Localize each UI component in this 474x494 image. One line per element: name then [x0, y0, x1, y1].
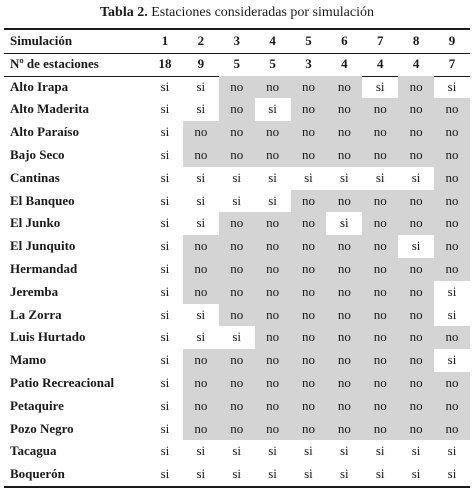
header-col: 7: [376, 33, 384, 48]
table-row: [4, 304, 470, 327]
station-cell: no: [362, 258, 398, 281]
station-cell: si: [375, 466, 385, 482]
station-cell: si: [411, 238, 421, 254]
station-cell: si: [160, 215, 170, 231]
station-cell: si: [160, 283, 170, 299]
station-cell: no: [326, 121, 362, 144]
station-cell: no: [434, 98, 470, 121]
station-cell: si: [339, 169, 349, 185]
count-value: 7: [448, 55, 456, 71]
station-name: El Junquito: [10, 238, 76, 254]
station-cell: no: [183, 121, 219, 144]
station-cell: no: [219, 349, 255, 372]
station-cell: si: [375, 169, 385, 185]
station-cell: no: [219, 144, 255, 167]
station-cell: si: [268, 169, 277, 185]
table-row: [4, 418, 470, 441]
station-cell: no: [183, 372, 219, 395]
station-cell: si: [160, 420, 170, 436]
count-value: 4: [376, 55, 384, 71]
table-row: [4, 372, 470, 395]
station-cell: no: [362, 212, 398, 235]
station-cell: no: [219, 258, 255, 281]
table-caption: [0, 4, 474, 22]
station-cell: no: [291, 121, 327, 144]
station-cell: si: [160, 146, 170, 162]
station-cell: no: [362, 235, 398, 258]
station-cell: no: [326, 235, 362, 258]
station-cell: no: [326, 190, 362, 213]
station-cell: no: [362, 326, 398, 349]
station-cell: si: [375, 443, 385, 459]
station-cell: no: [434, 326, 470, 349]
table-body: [4, 76, 470, 486]
station-cell: no: [219, 212, 255, 235]
station-name: Mamo: [10, 352, 47, 368]
station-cell: no: [362, 418, 398, 441]
station-cell: si: [232, 443, 242, 459]
table-row: [4, 76, 470, 99]
station-cell: no: [255, 144, 291, 167]
station-cell: no: [398, 212, 434, 235]
station-cell: no: [362, 121, 398, 144]
station-cell: si: [339, 215, 349, 231]
station-cell: no: [326, 281, 362, 304]
station-cell: si: [196, 169, 206, 185]
count-value: 5: [233, 55, 240, 71]
station-name: La Zorra: [10, 306, 62, 322]
station-name: Luis Hurtado: [10, 329, 86, 345]
bottom-rule: [4, 486, 470, 488]
header-simulation: Simulación: [10, 33, 73, 48]
station-cell: no: [434, 395, 470, 418]
station-cell: si: [447, 283, 457, 299]
station-name: Bajo Seco: [10, 146, 65, 162]
station-cell: si: [160, 238, 170, 254]
count-value: 4: [341, 55, 348, 71]
station-cell: no: [398, 304, 434, 327]
count-row: [4, 53, 470, 76]
station-cell: si: [268, 443, 277, 459]
table-row: [4, 440, 470, 463]
station-cell: no: [255, 326, 291, 349]
station-cell: si: [268, 466, 277, 482]
station-cell: si: [160, 101, 170, 117]
station-cell: no: [326, 418, 362, 441]
station-cell: no: [291, 144, 327, 167]
station-name: Alto Irapa: [10, 78, 69, 94]
table-caption-text: Estaciones consideradas por simulación: [151, 5, 374, 20]
station-name: Jeremba: [10, 283, 59, 299]
station-cell: si: [411, 466, 421, 482]
station-cell: no: [291, 326, 327, 349]
station-cell: no: [255, 258, 291, 281]
station-cell: no: [255, 121, 291, 144]
header-col: 2: [197, 33, 205, 48]
station-cell: no: [434, 190, 470, 213]
stations-table: [4, 30, 470, 486]
header-col: 3: [233, 33, 240, 48]
station-name: Hermandad: [10, 260, 78, 276]
table-row: [4, 167, 470, 190]
station-cell: no: [291, 395, 327, 418]
station-cell: no: [326, 98, 362, 121]
station-cell: no: [255, 372, 291, 395]
station-cell: si: [447, 466, 457, 482]
station-cell: no: [326, 326, 362, 349]
station-cell: no: [326, 76, 362, 99]
station-cell: no: [291, 235, 327, 258]
station-cell: no: [398, 326, 434, 349]
station-cell: no: [398, 349, 434, 372]
table-row: [4, 144, 470, 167]
station-cell: no: [183, 235, 219, 258]
header-col: 6: [341, 33, 348, 48]
station-cell: no: [398, 76, 434, 99]
table-row: [4, 463, 470, 486]
station-cell: si: [232, 466, 242, 482]
count-value: 3: [305, 55, 312, 71]
station-name: Cantinas: [10, 169, 60, 185]
station-cell: no: [219, 121, 255, 144]
station-cell: no: [291, 212, 327, 235]
station-cell: no: [219, 98, 255, 121]
station-cell: no: [291, 349, 327, 372]
station-cell: no: [398, 98, 434, 121]
station-cell: si: [232, 329, 242, 345]
station-cell: no: [398, 144, 434, 167]
station-cell: si: [447, 443, 457, 459]
station-cell: no: [219, 76, 255, 99]
station-cell: no: [183, 349, 219, 372]
station-cell: no: [398, 372, 434, 395]
station-cell: no: [255, 395, 291, 418]
station-cell: si: [339, 466, 349, 482]
station-name: Patio Recreacional: [10, 374, 115, 390]
station-cell: si: [160, 260, 170, 276]
station-cell: no: [219, 418, 255, 441]
station-cell: no: [398, 281, 434, 304]
station-cell: no: [398, 418, 434, 441]
station-cell: no: [434, 372, 470, 395]
station-cell: si: [160, 306, 170, 322]
station-cell: no: [219, 395, 255, 418]
station-cell: si: [232, 192, 242, 208]
station-cell: no: [219, 372, 255, 395]
station-cell: no: [255, 76, 291, 99]
station-cell: si: [196, 215, 206, 231]
station-cell: si: [160, 397, 170, 413]
station-cell: si: [160, 78, 170, 94]
table-row: [4, 349, 470, 372]
table-row: [4, 190, 470, 213]
station-cell: si: [196, 329, 206, 345]
station-cell: no: [398, 258, 434, 281]
station-cell: si: [411, 169, 421, 185]
station-cell: no: [183, 418, 219, 441]
station-cell: no: [362, 281, 398, 304]
table-row: [4, 121, 470, 144]
count-value: 5: [269, 55, 276, 71]
header-row: [4, 30, 470, 53]
station-cell: no: [326, 304, 362, 327]
station-cell: no: [255, 235, 291, 258]
station-cell: no: [183, 258, 219, 281]
station-cell: si: [232, 169, 242, 185]
station-cell: si: [160, 192, 170, 208]
station-name: Boquerón: [10, 466, 65, 482]
station-cell: no: [434, 235, 470, 258]
station-cell: si: [196, 192, 206, 208]
station-cell: no: [326, 372, 362, 395]
station-cell: no: [434, 418, 470, 441]
station-cell: si: [160, 124, 170, 140]
header-col: 5: [305, 33, 312, 48]
table-row: [4, 326, 470, 349]
station-cell: no: [291, 76, 327, 99]
header-col: 1: [161, 33, 169, 48]
station-cell: no: [326, 349, 362, 372]
station-cell: no: [362, 144, 398, 167]
station-cell: no: [219, 281, 255, 304]
station-cell: no: [362, 395, 398, 418]
table-caption-label: Tabla 2.: [99, 5, 148, 20]
station-cell: si: [160, 329, 170, 345]
station-cell: no: [398, 395, 434, 418]
station-cell: si: [196, 78, 206, 94]
station-name: Pozo Negro: [10, 420, 74, 436]
station-cell: no: [326, 395, 362, 418]
station-cell: no: [434, 121, 470, 144]
station-cell: si: [160, 374, 170, 390]
station-cell: si: [268, 101, 277, 117]
station-cell: no: [362, 349, 398, 372]
table-row: [4, 212, 470, 235]
station-cell: no: [362, 304, 398, 327]
station-cell: no: [434, 212, 470, 235]
station-name: Alto Paraíso: [10, 124, 79, 140]
station-cell: no: [255, 281, 291, 304]
station-cell: no: [219, 304, 255, 327]
station-cell: no: [183, 144, 219, 167]
station-cell: no: [326, 258, 362, 281]
station-cell: si: [196, 101, 206, 117]
count-value: 9: [197, 55, 205, 71]
station-cell: si: [304, 443, 313, 459]
station-cell: no: [183, 281, 219, 304]
station-cell: no: [255, 212, 291, 235]
station-name: Petaquire: [10, 397, 64, 413]
station-cell: si: [196, 466, 206, 482]
table-row: [4, 281, 470, 304]
station-cell: no: [291, 190, 327, 213]
station-name: Tacagua: [10, 443, 57, 459]
station-cell: no: [326, 144, 362, 167]
station-cell: si: [447, 306, 457, 322]
table-row: [4, 235, 470, 258]
station-cell: no: [255, 418, 291, 441]
count-value: 18: [158, 55, 172, 71]
station-cell: si: [160, 169, 170, 185]
table-row: [4, 258, 470, 281]
station-cell: no: [291, 281, 327, 304]
station-cell: si: [268, 192, 277, 208]
header-col: 4: [269, 33, 276, 48]
station-cell: si: [339, 443, 349, 459]
station-cell: si: [196, 443, 206, 459]
station-cell: no: [291, 372, 327, 395]
station-cell: no: [291, 304, 327, 327]
station-cell: no: [291, 418, 327, 441]
station-cell: si: [196, 306, 206, 322]
station-cell: no: [255, 349, 291, 372]
station-cell: no: [434, 167, 470, 190]
header-col: 9: [448, 33, 456, 48]
station-cell: si: [447, 78, 457, 94]
station-cell: si: [375, 78, 385, 94]
station-cell: no: [183, 395, 219, 418]
station-cell: no: [291, 98, 327, 121]
station-cell: si: [447, 352, 457, 368]
station-cell: si: [411, 443, 421, 459]
station-name: Alto Maderita: [10, 101, 90, 117]
station-cell: no: [291, 258, 327, 281]
station-cell: si: [304, 169, 313, 185]
station-cell: no: [362, 98, 398, 121]
station-cell: no: [398, 121, 434, 144]
station-cell: no: [434, 258, 470, 281]
station-cell: no: [255, 304, 291, 327]
header-col: 8: [412, 33, 420, 48]
station-cell: si: [160, 352, 170, 368]
table-row: [4, 98, 470, 121]
station-name: El Banqueo: [10, 192, 75, 208]
table-row: [4, 395, 470, 418]
count-label: Nº de estaciones: [10, 55, 99, 71]
station-cell: no: [434, 144, 470, 167]
station-cell: no: [398, 190, 434, 213]
station-cell: no: [362, 372, 398, 395]
station-cell: no: [219, 235, 255, 258]
station-name: El Junko: [10, 215, 61, 231]
station-cell: si: [304, 466, 313, 482]
count-value: 4: [412, 55, 420, 71]
station-cell: no: [362, 190, 398, 213]
station-cell: si: [160, 443, 170, 459]
station-cell: si: [160, 466, 170, 482]
